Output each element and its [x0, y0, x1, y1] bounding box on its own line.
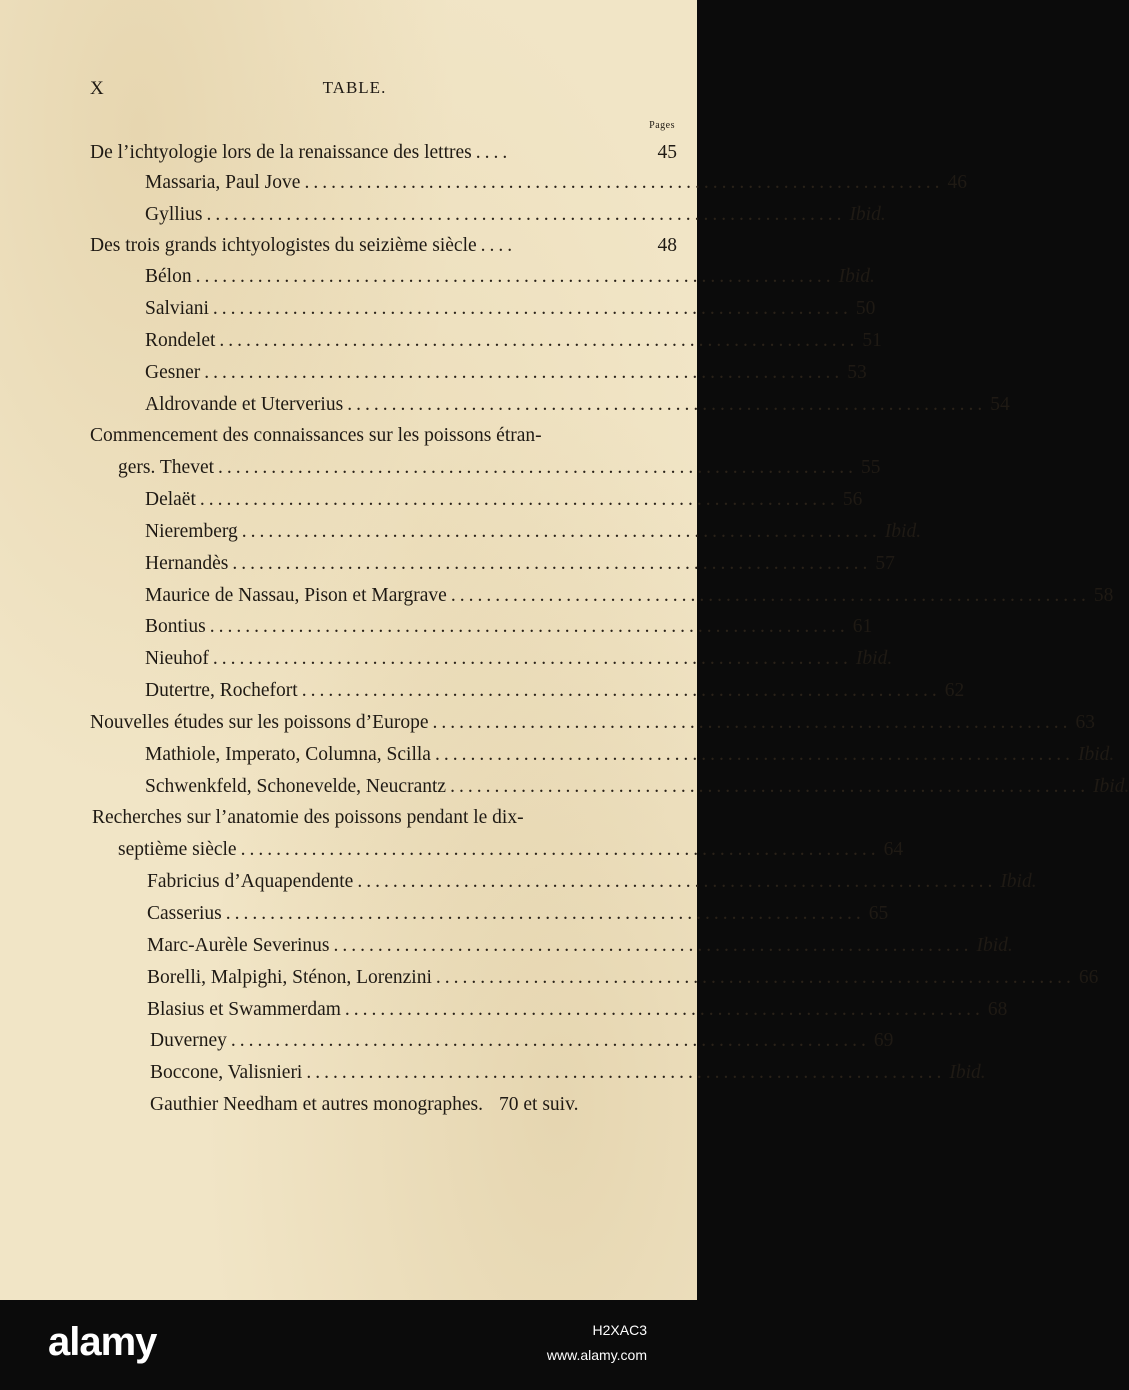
entry-page: 50 [855, 298, 876, 319]
entry-title: Duverney [150, 1030, 227, 1051]
entry-page: 57 [875, 553, 895, 574]
toc-entry [150, 1090, 683, 1122]
entry-title: De l’ichtyologie lors de la renaissance des lettres [90, 142, 472, 163]
dot-leader: ........................................................................ [241, 521, 881, 542]
dot-leader: ........................................................................ [230, 1030, 870, 1051]
entry-title: Marc-Aurèle Severinus [147, 935, 330, 956]
toc-entry [90, 421, 677, 453]
entry-title: Blasius et Swammerdam [147, 999, 341, 1020]
entry-title: Boccone, Valisnieri [150, 1062, 303, 1083]
dot-leader: ........................................................................ [225, 903, 865, 924]
entry-page: 48 [657, 235, 677, 256]
entry-page: 51 [862, 330, 882, 351]
entry-title: Bontius [145, 616, 206, 637]
entry-title: Fabricius d’Aquapendente [147, 871, 354, 892]
toc-entry [147, 899, 889, 931]
entry-title: Gauthier Needham et autres monographes. [150, 1094, 484, 1115]
entry-page: Ibid. [884, 521, 922, 542]
entry-title: Massaria, Paul Jove [145, 172, 301, 193]
toc-entry [147, 867, 1037, 899]
dot-leader: .... [475, 142, 512, 163]
entry-title: Borelli, Malpighi, Sténon, Lorenzini [147, 967, 432, 988]
entry-title: gers. Thevet [118, 457, 215, 478]
dot-leader: ........................................................................ [344, 999, 984, 1020]
entry-title: Gyllius [145, 204, 203, 225]
dot-leader: ........................................................................ [301, 680, 941, 701]
entry-title: Schwenkfeld, Schonevelde, Neucrantz [145, 776, 447, 797]
entry-title: Des trois grands ichtyologistes du seizième siècle [90, 235, 477, 256]
dot-leader: ........................................................................ [434, 744, 1074, 765]
dot-leader: ........................................................................ [212, 298, 852, 319]
toc-entry [118, 453, 881, 485]
dot-leader: ........................................................................ [212, 648, 852, 669]
entry-title: Nouvelles études sur les poissons d’Europe [90, 712, 429, 733]
entry-title: Commencement des connaissances sur les poissons étran- [90, 425, 542, 446]
entry-title: Nieuhof [145, 648, 209, 669]
toc-entry [90, 138, 677, 170]
entry-page: 65 [868, 903, 889, 924]
dot-leader: ........................................................................ [450, 585, 1090, 606]
dot-leader: ........................................................................ [240, 839, 880, 860]
dot-leader: ........................................................................ [195, 266, 835, 287]
site-url: www.alamy.com [546, 1347, 647, 1363]
entry-page: 55 [861, 457, 881, 478]
toc-entry [145, 200, 886, 232]
dot-leader: .... [480, 235, 517, 256]
toc-entry [92, 803, 677, 835]
entry-title: Aldrovande et Uterverius [145, 394, 344, 415]
page-title: TABLE. [322, 78, 387, 97]
dot-leader: ........................................................................ [357, 871, 997, 892]
entry-title: Dutertre, Rochefort [145, 680, 298, 701]
toc-entry [145, 168, 967, 200]
toc-entry [145, 294, 876, 326]
dot-leader: ........................................................................ [306, 1062, 946, 1083]
entry-title: Casserius [147, 903, 222, 924]
toc-entry [145, 581, 1114, 613]
dot-leader: ........................................................................ [232, 553, 872, 574]
entry-page: 66 [1078, 967, 1099, 988]
dot-leader: ........................................................................ [450, 776, 1090, 797]
toc-entry [145, 326, 882, 358]
entry-page: 63 [1075, 712, 1095, 733]
entry-title: Salviani [145, 298, 209, 319]
toc-entry [118, 835, 904, 867]
dot-leader: ........................................................................ [347, 394, 987, 415]
entry-title: Hernandès [145, 553, 229, 574]
entry-title: Delaët [145, 489, 196, 510]
pages-column-label: Pages [649, 120, 675, 131]
toc-entry [145, 740, 1115, 772]
dot-leader: ........................................................................ [209, 616, 849, 637]
entry-page: 68 [987, 999, 1008, 1020]
image-id: H2XAC3 [592, 1322, 647, 1338]
dot-leader: ........................................................................ [218, 457, 858, 478]
toc-entry [145, 644, 893, 676]
toc-entry [150, 1026, 894, 1058]
entry-page: 69 [873, 1030, 894, 1051]
toc-entry [145, 772, 1129, 804]
dot-leader: ........................................................................ [333, 935, 973, 956]
toc-entry [90, 708, 1095, 740]
running-head [90, 78, 619, 104]
dot-leader: ........................................................................ [199, 489, 839, 510]
entry-page: 58 [1093, 585, 1114, 606]
entry-page: 45 [657, 142, 677, 163]
entry-title: Recherches sur l’anatomie des poissons pendant le dix- [92, 807, 524, 828]
entry-page: Ibid. [849, 204, 886, 225]
entry-page: 46 [947, 172, 967, 193]
entry-title: Maurice de Nassau, Pison et Margrave [145, 585, 447, 606]
entry-page: Ibid. [1077, 744, 1115, 765]
toc-entry [145, 262, 875, 294]
toc-entry [90, 231, 677, 263]
watermark-footer [0, 1300, 697, 1390]
entry-page: Ibid. [838, 266, 875, 287]
toc-entry [145, 517, 922, 549]
entry-title: Rondelet [145, 330, 216, 351]
dot-leader: ........................................................................ [304, 172, 944, 193]
entry-title: septième siècle [118, 839, 237, 860]
toc-entry [145, 612, 873, 644]
entry-title: Gesner [145, 362, 201, 383]
entry-title: Mathiole, Imperato, Columna, Scilla [145, 744, 431, 765]
entry-title: Nieremberg [145, 521, 238, 542]
dot-leader: ........................................................................ [204, 362, 844, 383]
entry-page: 62 [944, 680, 965, 701]
dot-leader: ........................................................................ [432, 712, 1072, 733]
entry-title: Bélon [145, 266, 192, 287]
entry-page: 70 et suiv. [499, 1094, 579, 1115]
toc-entry [145, 485, 863, 517]
dot-leader: ........................................................................ [219, 330, 859, 351]
toc-entry [147, 995, 1008, 1027]
entry-page: Ibid. [1000, 871, 1037, 892]
toc-entry [145, 390, 1010, 422]
toc-entry [147, 931, 1013, 963]
entry-page: 61 [852, 616, 873, 637]
entry-page: 54 [990, 394, 1010, 415]
page-number: X [90, 78, 104, 99]
entry-page: Ibid. [1093, 776, 1129, 797]
entry-page: 56 [842, 489, 863, 510]
toc-entry [150, 1058, 986, 1090]
toc-entry [145, 676, 965, 708]
entry-page: 64 [883, 839, 904, 860]
dot-leader: ........................................................................ [435, 967, 1075, 988]
toc-entry [145, 358, 867, 390]
toc-entry [147, 963, 1099, 995]
entry-page: 53 [847, 362, 867, 383]
entry-page: Ibid. [855, 648, 893, 669]
toc-entry [145, 549, 895, 581]
entry-page: Ibid. [976, 935, 1013, 956]
alamy-logo: alamy [48, 1320, 157, 1364]
dot-leader: ........................................................................ [206, 204, 846, 225]
entry-page: Ibid. [949, 1062, 986, 1083]
